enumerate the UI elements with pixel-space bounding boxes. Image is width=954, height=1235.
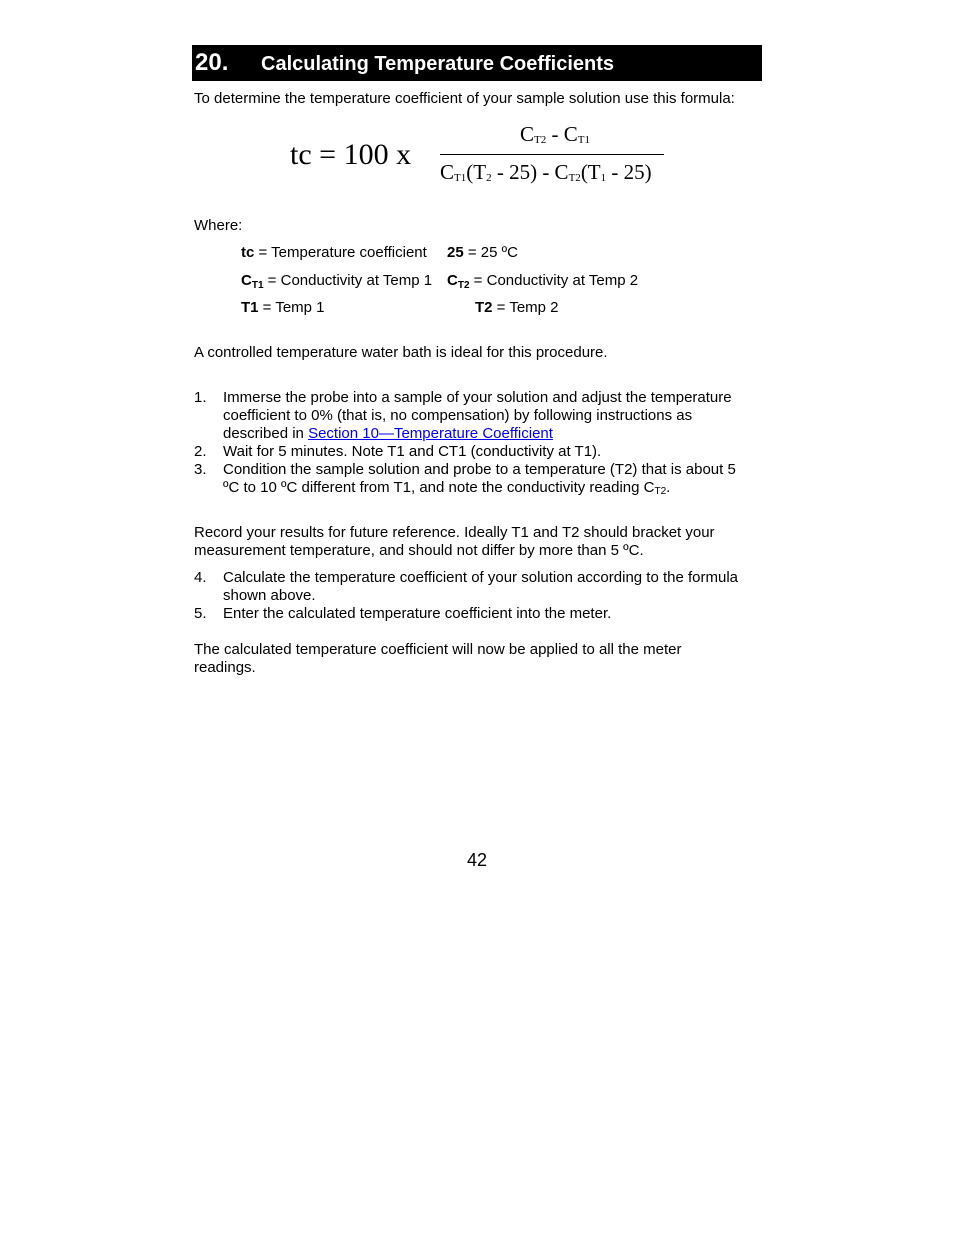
list-item (194, 443, 764, 461)
section-10-link[interactable]: Section 10—Temperature Coefficient (308, 425, 553, 442)
section-header (192, 45, 762, 81)
where-label: Where: (194, 217, 243, 234)
intro-text: To determine the temperature coefficient of your sample solution use this formula: (194, 90, 735, 107)
water-bath-note: A controlled temperature water bath is ideal for this procedure. (194, 344, 608, 361)
list-text: Immerse the probe into a sample of your solution and adjust the temperature coefficient to 0% (that is, no compensation) by following instructions as described in Section 10—Temperature Coefficient (223, 389, 732, 442)
definition-tc: tc = Temperature coefficient (241, 244, 427, 261)
list-text: Calculate the temperature coefficient of your solution according to the formula shown above. (223, 569, 739, 604)
definition-t1: T1 = Temp 1 (241, 299, 325, 316)
definition-25: 25 = 25 ºC (447, 244, 518, 261)
list-number: 2. (194, 443, 207, 460)
definition-t2: T2 = Temp 2 (475, 299, 559, 316)
list-text: Enter the calculated temperature coefficient into the meter. (223, 605, 612, 622)
section-title: Calculating Temperature Coefficients (261, 53, 615, 75)
page-number: 42 (466, 850, 488, 870)
list-number: 1. (194, 389, 207, 406)
list-text: Condition the sample solution and probe to a temperature (T2) that is about 5 ºC to 10 ºC different from T1, and note the conductivity reading $C_{T2}$. (223, 461, 736, 497)
fraction-line (440, 154, 664, 155)
list-item (194, 461, 764, 497)
section-number: 20. (195, 49, 229, 76)
formula-numerator: $C_{T2} - C_{T1}$ (520, 122, 590, 146)
definition-ct1: $C_{T1}$ = Conductivity at Temp 1 (241, 272, 433, 291)
list-item (194, 389, 764, 443)
list-number: 3. (194, 461, 207, 478)
list-number: 5. (194, 605, 207, 622)
list-item (194, 569, 764, 605)
list-text: Wait for 5 minutes. Note T1 and CT1 (conductivity at T1). (223, 443, 602, 460)
temperature-coefficient-formula (290, 122, 670, 192)
closing-note: The calculated temperature coefficient will now be applied to all the meter readings. (194, 641, 682, 676)
formula-lhs: tc = 100 x (290, 138, 412, 171)
list-item (194, 605, 764, 623)
definition-ct2: $C_{T2}$ = Conductivity at Temp 2 (447, 272, 639, 291)
record-note: Record your results for future reference. Ideally T1 and T2 should bracket your measurement temperature, and should not differ by more than 5 ºC. (194, 524, 715, 559)
formula-denominator: $C_{T1}(T_2 - 25) - C_{T2}(T_1 - 25)$ (440, 160, 652, 184)
list-number: 4. (194, 569, 207, 586)
